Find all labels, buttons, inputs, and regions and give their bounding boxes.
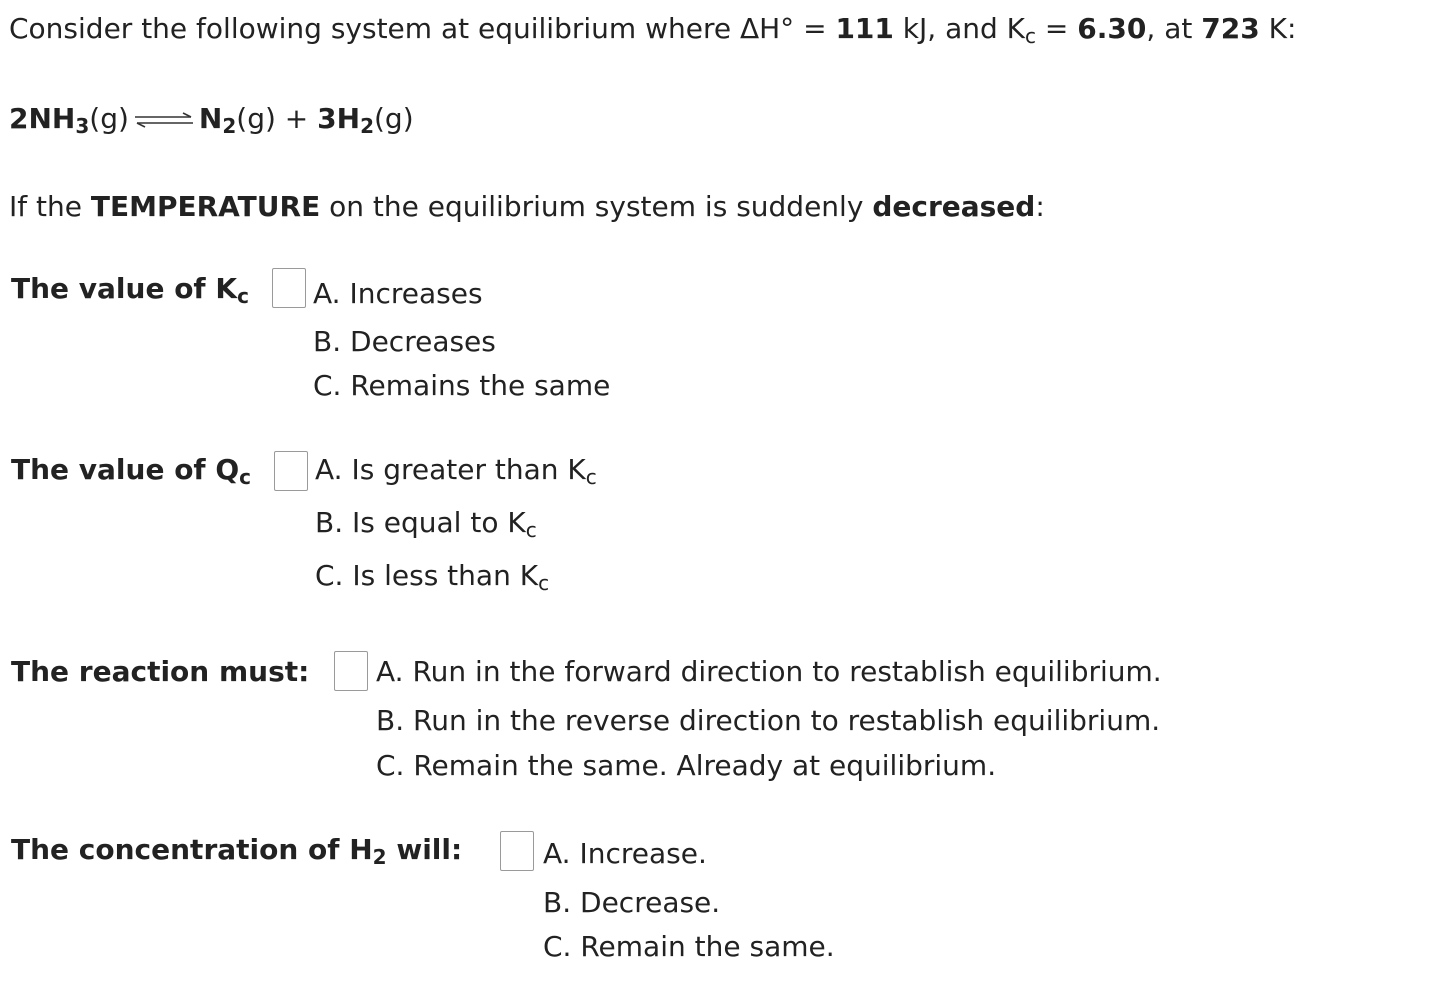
option-a: A. Increase. — [543, 837, 707, 870]
question-label-text: The value of K — [11, 272, 238, 305]
question-label-post: will: — [386, 833, 463, 866]
intro-text: Consider the following system at equilibrium where — [9, 12, 740, 45]
condition-pre: If the — [9, 190, 91, 223]
product1-formula: N — [198, 102, 223, 135]
question-label-text: The value of Q — [11, 453, 240, 486]
option-c: C. Remain the same. Already at equilibrium. — [376, 749, 997, 782]
question-label — [11, 272, 249, 306]
question-label-subscript: 2 — [372, 845, 387, 869]
condition-statement — [9, 190, 1045, 224]
answer-box-kc[interactable] — [272, 268, 306, 308]
product1-subscript: 2 — [222, 114, 237, 138]
product2-formula: 3H — [317, 102, 361, 135]
condition-variable: TEMPERATURE — [90, 190, 321, 223]
option-text: B. Is equal to K — [315, 506, 526, 539]
reaction-equation — [9, 102, 414, 136]
option-b: B. Decreases — [313, 325, 496, 358]
question-label-subscript: c — [237, 284, 249, 308]
question-label-subscript: c — [239, 465, 252, 489]
option-c — [315, 559, 549, 593]
equals-sign-2: = — [1036, 12, 1078, 45]
delta-h-unit: kJ, and K — [893, 12, 1026, 45]
answer-box-qc[interactable] — [274, 451, 308, 491]
question-label-text: The concentration of H — [11, 833, 373, 866]
option-c: C. Remains the same — [313, 369, 611, 402]
answer-box-h2[interactable] — [500, 831, 534, 871]
option-b: B. Run in the reverse direction to restablish equilibrium. — [376, 704, 1161, 737]
question-label — [11, 453, 251, 487]
reactant-state: (g) — [89, 102, 129, 135]
delta-h-symbol: ΔH° — [739, 12, 795, 45]
delta-h-value: 111 — [835, 12, 894, 45]
reactant-subscript: 3 — [75, 114, 90, 138]
problem-statement — [9, 12, 1296, 46]
option-subscript: c — [525, 518, 537, 542]
option-text: A. Is greater than K — [315, 453, 586, 486]
option-c: C. Remain the same. — [543, 930, 835, 963]
option-text: C. Is less than K — [315, 559, 539, 592]
option-b: B. Decrease. — [543, 886, 721, 919]
product1-state: (g) + — [236, 102, 318, 135]
condition-post: : — [1035, 190, 1045, 223]
product2-state: (g) — [374, 102, 414, 135]
option-subscript: c — [538, 571, 550, 595]
at-text: , at — [1146, 12, 1202, 45]
answer-box-reaction[interactable] — [334, 651, 368, 691]
question-label: The reaction must: — [11, 655, 310, 688]
reactant-formula: 2NH — [9, 102, 76, 135]
kc-value: 6.30 — [1077, 12, 1147, 45]
temperature-value: 723 — [1201, 12, 1260, 45]
condition-change: decreased — [872, 190, 1036, 223]
equals-sign: = — [794, 12, 836, 45]
option-b — [315, 506, 537, 540]
question-label — [11, 833, 462, 867]
product2-subscript: 2 — [360, 114, 374, 138]
option-subscript: c — [585, 465, 597, 489]
option-a: A. Increases — [313, 277, 483, 310]
temperature-unit: K: — [1259, 12, 1297, 45]
condition-mid: on the equilibrium system is suddenly — [320, 190, 873, 223]
kc-subscript: c — [1025, 24, 1037, 48]
option-a — [315, 453, 597, 487]
option-a: A. Run in the forward direction to restablish equilibrium. — [376, 655, 1162, 688]
equilibrium-arrow-icon — [133, 112, 195, 128]
